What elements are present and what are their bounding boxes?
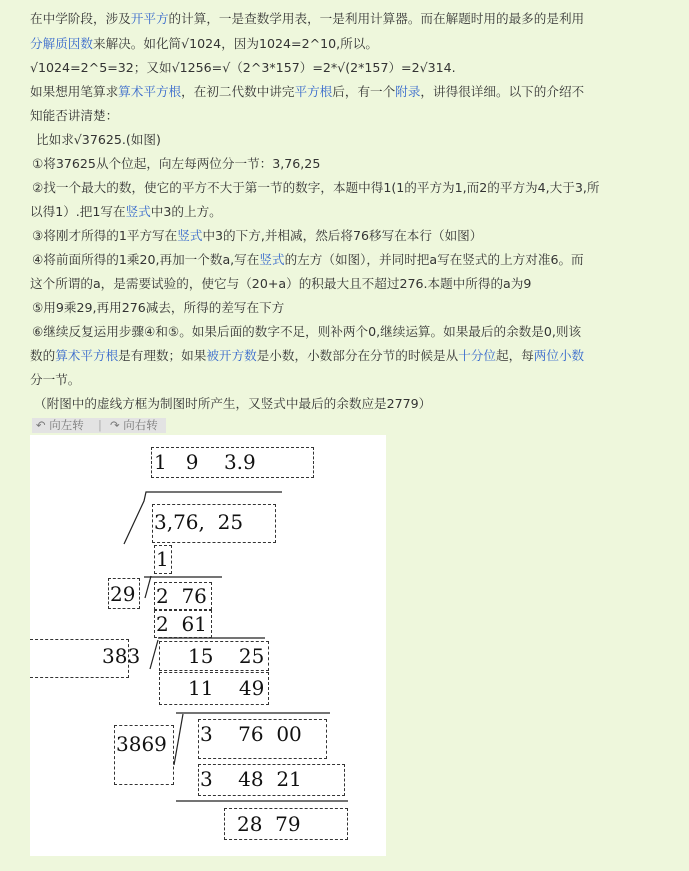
divisor-29: 29 <box>110 582 136 606</box>
rotate-right-icon: ↷ <box>110 418 120 432</box>
rotate-right-label: 向右转 <box>123 418 158 432</box>
divisor-383: 383 <box>102 644 141 668</box>
link-fenjie-zhiyinshu[interactable]: 分解质因数 <box>30 36 93 51</box>
step-6-end: 分一节。 <box>30 372 81 387</box>
link-liangwei-xiaoshu[interactable]: 两位小数 <box>533 348 585 363</box>
step-5: ⑤用9乘29,再用276减去，所得的差写在下方 <box>32 300 285 315</box>
sqrt-division-figure <box>30 435 386 856</box>
rotate-left-icon: ↶ <box>36 418 46 432</box>
rotate-left-label: 向左转 <box>49 418 84 432</box>
text: 来解决。如化简√1024，因为1024=2^10,所以。 <box>92 36 378 51</box>
text: 是小数，小数部分在分节的时候是从 <box>256 348 459 363</box>
text: 后，有一个 <box>332 84 396 99</box>
text: ，讲得很详细。以下的介绍不 <box>420 84 585 99</box>
link-shifenwei[interactable]: 十分位 <box>458 348 496 363</box>
first-subtract: 1 <box>156 547 169 571</box>
result-digits: 1 9 3.9 <box>154 450 256 474</box>
link-shushi[interactable]: 竖式 <box>177 228 203 243</box>
text: 的计算，一是查数学用表，一是利用计算器。而在解题时用的最多的是利用 <box>168 11 585 26</box>
link-shushi[interactable]: 竖式 <box>259 252 285 267</box>
bracket-line <box>174 714 183 765</box>
rotate-right-button[interactable] <box>110 418 158 433</box>
text: 中3的上方。 <box>150 204 222 219</box>
text: 以得1）.把1写在 <box>30 204 126 219</box>
link-fulu[interactable]: 附录 <box>395 84 421 99</box>
text: ④将前面所得的1乘20,再加一个数a,写在 <box>32 252 260 267</box>
divisor-3869: 3869 <box>116 732 167 756</box>
link-pingfanggen[interactable]: 平方根 <box>294 84 333 99</box>
bracket-line <box>145 576 151 598</box>
remainder-276: 2 76 <box>156 584 207 608</box>
link-beikaifangshu[interactable]: 被开方数 <box>206 348 257 363</box>
paragraph-2 <box>30 32 660 56</box>
radicand-groups: 3,76, 25 <box>154 510 244 534</box>
paragraph-4 <box>30 80 660 104</box>
step-6: ⑥继续反复运用步骤④和⑤。如果后面的数字不足，则补两个0,继续运算。如果最后的余数是0,则该 <box>32 324 582 339</box>
text: ，在初二代数中讲完 <box>181 84 295 99</box>
product-261: 2 61 <box>156 612 207 636</box>
rotate-left-button[interactable] <box>36 418 84 433</box>
text: 中3的下方,并相减，然后将76移写在本行（如图） <box>202 228 483 243</box>
remainder-1525: 15 25 <box>188 644 265 668</box>
step-1: ①将37625从个位起，向左每两位分一节：3,76,25 <box>32 156 321 171</box>
step-2: ②找一个最大的数，使它的平方不大于第一节的数字，本题中得1(1的平方为1,而2的平方为4,大于3,所 <box>32 180 600 195</box>
step-3 <box>32 224 662 248</box>
step-2-cont <box>30 200 660 224</box>
text: 的左方（如图），并同时把a写在竖式的上方对准6。而 <box>284 252 584 267</box>
text: 在中学阶段，涉及 <box>30 11 131 26</box>
remainder-37600: 3 76 00 <box>200 722 302 746</box>
link-suanshu-pingfanggen[interactable]: 算术平方根 <box>55 348 119 363</box>
step-6-cont <box>30 344 660 368</box>
link-shushi[interactable]: 竖式 <box>125 204 151 219</box>
product-34821: 3 48 21 <box>200 767 302 791</box>
final-remainder-2879: 28 79 <box>237 812 301 836</box>
text: ③将刚才所得的1平方写在 <box>32 228 178 243</box>
product-1149: 11 49 <box>188 676 265 700</box>
text: 是有理数；如果 <box>118 348 207 363</box>
bracket-line <box>150 640 158 669</box>
link-suanshu-pingfanggen[interactable]: 算术平方根 <box>118 84 182 99</box>
text: 数的 <box>30 348 56 363</box>
paragraph-5: 知能否讲清楚： <box>30 108 119 123</box>
step-4-cont: 这个所谓的a，是需要试验的，使它与（20+a）的积最大且不超过276.本题中所得的a为9 <box>30 276 532 291</box>
image-toolbar <box>32 418 166 433</box>
link-kaipingfang[interactable]: 开平方 <box>130 11 169 26</box>
paragraph-example: 比如求√37625.(如图) <box>36 132 161 147</box>
footnote: （附图中的虚线方框为制图时所产生，又竖式中最后的余数应是2779） <box>34 396 432 411</box>
paragraph-3: √1024=2^5=32；又如√1256=√（2^3*157）=2*√(2*157）=2√314. <box>30 60 456 75</box>
text: 起，每 <box>495 348 534 363</box>
text: 如果想用笔算求 <box>30 84 119 99</box>
paragraph-1 <box>30 7 660 31</box>
step-4 <box>32 248 662 272</box>
toolbar-separator: | <box>98 418 102 432</box>
